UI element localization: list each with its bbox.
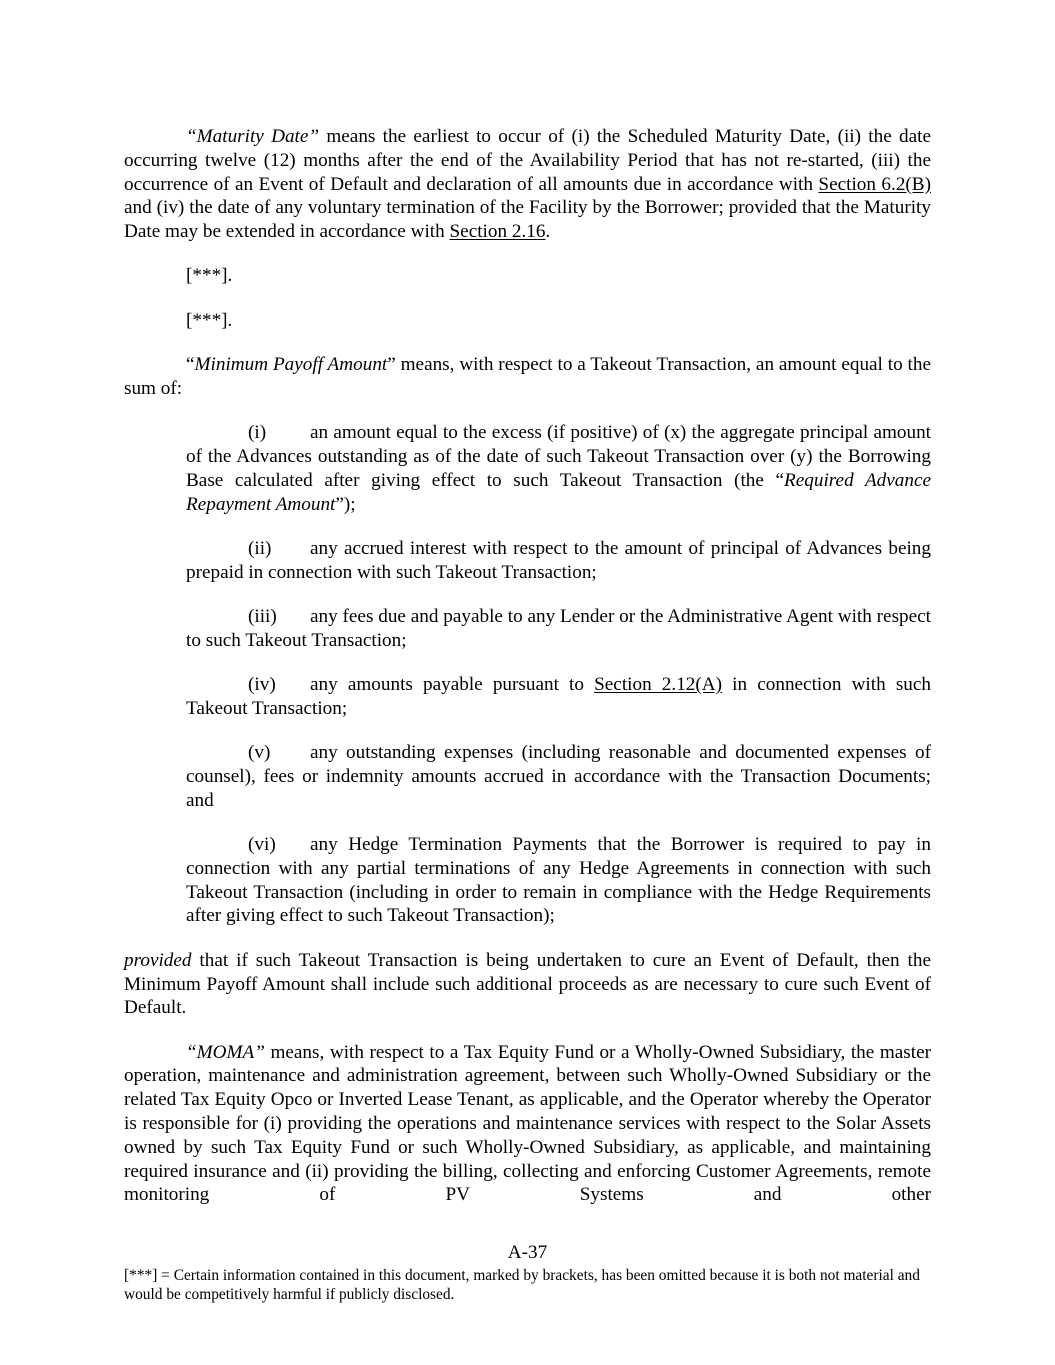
list-item-number: (i) <box>248 422 267 444</box>
redacted-definition-2: [***]. <box>186 309 233 331</box>
redaction-footnote: [***] = Certain information contained in this document, marked by brackets, has been omitted because it is both not material and would be competitively harmful if publicly disclosed. <box>124 1267 920 1303</box>
maturity-date-term: “Maturity Date” <box>186 126 320 147</box>
moma-definition: “MOMA” means, with respect to a Tax Equity Fund or a Wholly-Owned Subsidiary, the master operation, maintenance and administration agreement, between such Wholly-Owned Subsidiary or the related Tax Equity Opco or Inverted Lease Tenant, as applicable, and the Operator whereby the Operator is responsible for (i) providing the operations and maintenance services with respect to the Solar Assets owned by such Tax Equity Fund or such Wholly-Owned Subsidiary, as applicable, and maintaining required insurance and (ii) providing the billing, collecting and enforcing Customer Agreements, remote monitoring of PV Systems and other <box>124 1041 931 1206</box>
section-2-12a-reference: Section 2.12(A) <box>594 674 723 696</box>
redacted-definition-1: [***]. <box>186 265 233 287</box>
list-item: (ii) any accrued interest with respect to the amount of principal of Advances being prepaid in connection with such Takeout Transaction; <box>186 537 931 583</box>
list-item: (vi) any Hedge Termination Payments that the Borrower is required to pay in connection with any partial terminations of any Hedge Agreements in connection with such Takeout Transaction (including in order to remain in compliance with the Hedge Requirements after giving effect to such Takeout Transaction); <box>186 834 931 927</box>
proviso-paragraph: provided that if such Takeout Transaction is being undertaken to cure an Event of Default, then the Minimum Payoff Amount shall include such additional proceeds as are necessary to cure such Event of Default. <box>124 949 931 1019</box>
list-item: (v) any outstanding expenses (including reasonable and documented expenses of counsel), fees or indemnity amounts accrued in accordance with the Transaction Documents; and <box>186 742 931 811</box>
list-item: (iii) any fees due and payable to any Lender or the Administrative Agent with respect to such Takeout Transaction; <box>186 605 931 651</box>
moma-term: “MOMA” <box>186 1041 265 1063</box>
provided-term: provided <box>124 949 192 971</box>
list-item: (i) an amount equal to the excess (if positive) of (x) the aggregate principal amount of the Advances outstanding as of the date of such Takeout Transaction over (y) the Borrowing Base calculated after giving effect to such Takeout Transaction (the “Required Advance Repayment Amount”); <box>186 422 932 515</box>
minimum-payoff-definition: “Minimum Payoff Amount” means, with respect to a Takeout Transaction, an amount equal to the sum of: <box>124 354 931 399</box>
page-number: A-37 <box>507 1242 548 1263</box>
list-item: (iv) any amounts payable pursuant to Section 2.12(A) in connection with such Takeout Transaction; <box>186 674 931 719</box>
maturity-date-definition: “Maturity Date” means the earliest to occur of (i) the Scheduled Maturity Date, (ii) the date occurring twelve (12) months after the end of the Availability Period that has not re-started, (iii) the occurrence of an Event of Default and declaration of all amounts due in accordance with Section 6.2(B) and (iv) the date of any voluntary termination of the Facility by the Borrower; provided that the Maturity Date may be extended in accordance with Section 2.16. <box>124 126 931 243</box>
required-advance-repayment-term: Required Advance Repayment Amount <box>186 469 932 515</box>
document-body <box>124 125 931 1207</box>
list-item-number: (ii) <box>248 537 272 559</box>
section-6-2b-reference: Section 6.2(B) <box>818 173 931 195</box>
minimum-payoff-term: Minimum Payoff Amount <box>194 354 388 376</box>
section-2-16-reference: Section 2.16 <box>449 221 546 243</box>
list-item-number: (vi) <box>248 834 276 856</box>
list-item-number: (v) <box>248 742 271 764</box>
list-item-number: (iii) <box>248 605 277 627</box>
list-item-number: (iv) <box>248 674 276 696</box>
